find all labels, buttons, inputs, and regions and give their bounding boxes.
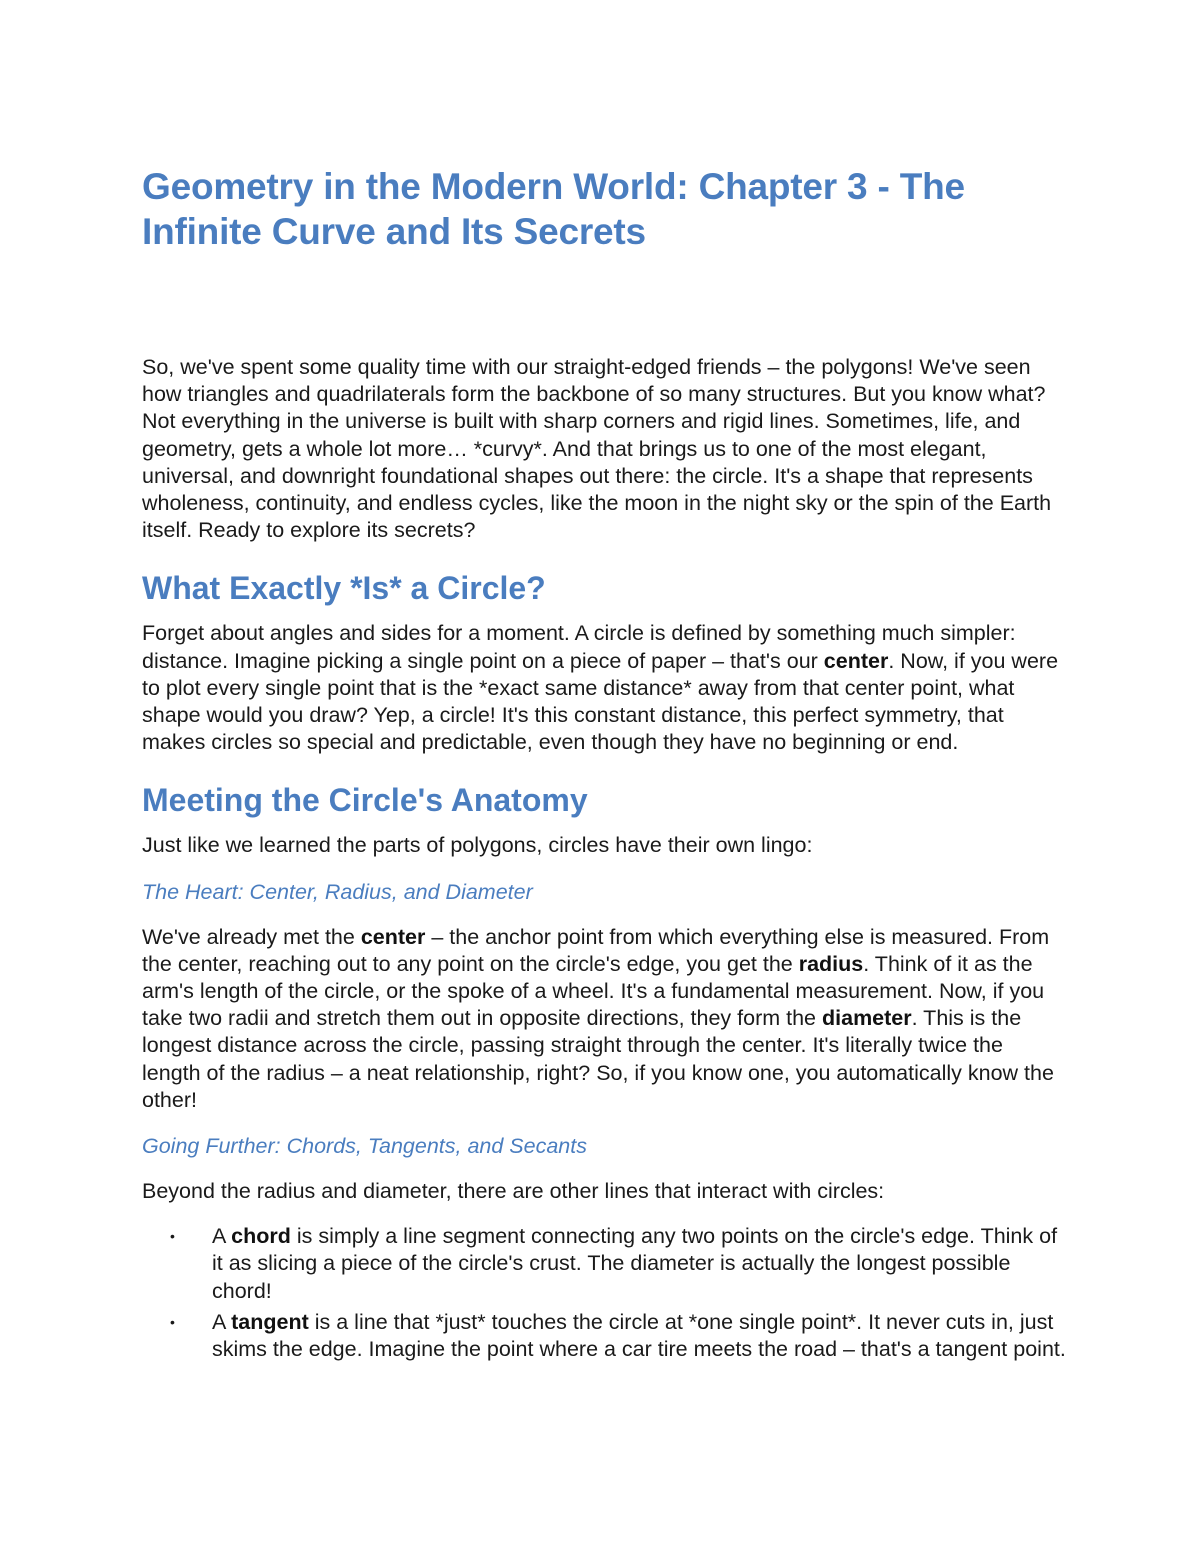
subheading-chords-tangents-secants: Going Further: Chords, Tangents, and Secants <box>142 1134 587 1159</box>
term-center: center <box>823 648 889 673</box>
text-run: – the anchor point from which everything else is measured. From the center, reaching out to any point on the circle's edge, you get the <box>142 924 1050 976</box>
circle-definition-paragraph <box>142 620 1067 756</box>
list-item-tangent <box>142 1309 1067 1363</box>
bullet-icon: • <box>170 1228 175 1245</box>
term-chord: chord <box>231 1224 291 1249</box>
section-heading-what-is-circle: What Exactly *Is* a Circle? <box>142 570 546 607</box>
center-radius-diameter-paragraph <box>142 924 1067 1114</box>
text-run: . Now, if you were to plot every single point that is the *exact same distance* away from that center point, what shape would you draw? Yep, a circle! It's this constant distance, this perfect symmetry, that makes circles so special and predictable, even though they have no beginning or end. <box>142 648 1059 755</box>
bullet-icon: • <box>170 1313 175 1330</box>
term-radius: radius <box>798 951 864 976</box>
text-run: is a line that *just* touches the circle at *one single point*. It never cuts in, just skims the edge. Imagine the point where a car tire meets the road – that's a tangent point. <box>212 1309 1066 1362</box>
text-run: is simply a line segment connecting any two points on the circle's edge. Think of it as slicing a piece of the circle's crust. The diameter is actually the longest possible chord! <box>212 1224 1058 1303</box>
document-body <box>142 164 1067 1367</box>
text-run: A <box>212 1309 232 1334</box>
term-center: center <box>360 924 426 949</box>
list-item-chord <box>142 1223 1067 1305</box>
subheading-center-radius-diameter: The Heart: Center, Radius, and Diameter <box>142 879 533 904</box>
section-heading-anatomy: Meeting the Circle's Anatomy <box>142 782 588 819</box>
text-run: . Think of it as the arm's length of the circle, or the spoke of a wheel. It's a fundamental measurement. Now, if you take two radii and stretch them out in opposite directions, they form the <box>142 951 1045 1031</box>
text-run: A <box>212 1224 232 1249</box>
anatomy-lead-paragraph: Just like we learned the parts of polygons, circles have their own lingo: <box>142 833 813 858</box>
terms-bullet-list <box>142 1223 1067 1363</box>
text-run: . This is the longest distance across the circle, passing straight through the center. It's literally twice the length of the radius – a neat relationship, right? So, if you know one, you automatically know the other! <box>142 1006 1054 1112</box>
chords-lead-paragraph: Beyond the radius and diameter, there are other lines that interact with circles: <box>142 1179 885 1204</box>
document-title: Geometry in the Modern World: Chapter 3 - The Infinite Curve and Its Secrets <box>142 166 965 252</box>
term-tangent: tangent <box>231 1309 309 1334</box>
intro-paragraph: So, we've spent some quality time with our straight-edged friends – the polygons! We've seen how triangles and quadrilaterals form the backbone of so many structures. But you know what? Not everything in the universe is built with sharp corners and rigid lines. Sometimes, life, and geometry, gets a whole lot more… *curvy*. And that brings us to one of the most elegant, universal, and downright foundational shapes out there: the circle. It's a shape that represents wholeness, continuity, and endless cycles, like the moon in the night sky or the spin of the Earth itself. Ready to explore its secrets? <box>142 355 1052 543</box>
text-run: Forget about angles and sides for a moment. A circle is defined by something much simpler: distance. Imagine picking a single point on a piece of paper – that's our <box>142 621 1016 673</box>
term-diameter: diameter <box>822 1006 912 1031</box>
text-run: We've already met the <box>142 924 361 949</box>
